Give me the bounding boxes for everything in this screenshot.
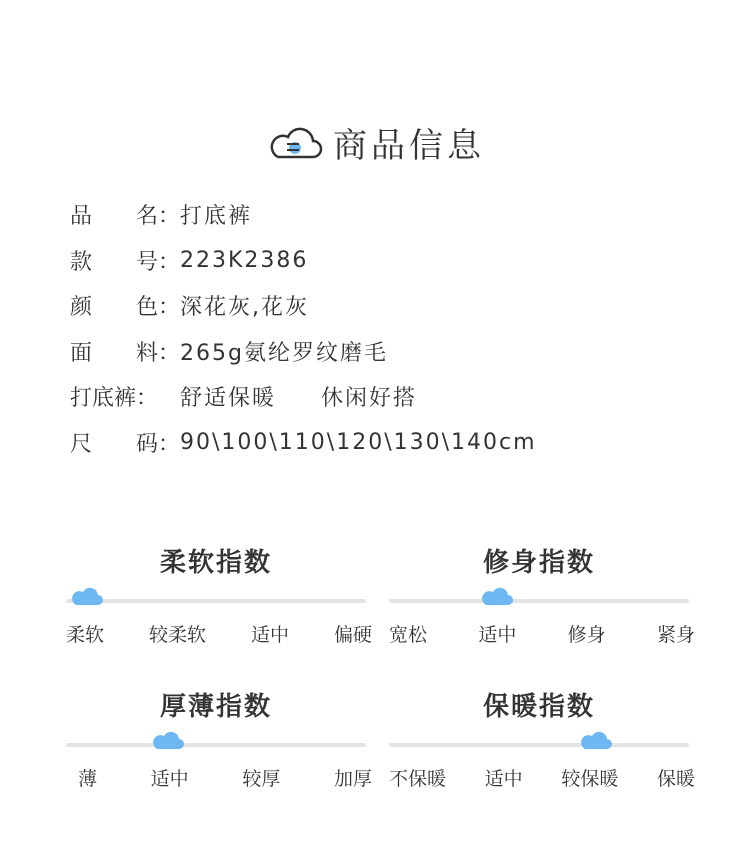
scale-ticks — [389, 764, 695, 791]
info-label: 款 号： — [70, 249, 180, 275]
scale-option: 不保暖 — [389, 768, 447, 790]
scale-ticks — [66, 620, 372, 647]
scale-title: 柔软指数 — [159, 548, 272, 578]
info-label: 面 料： — [70, 340, 180, 366]
scale-option: 适中 — [484, 768, 523, 790]
info-label: 打底裤： — [70, 386, 159, 412]
section-title — [0, 118, 750, 167]
cloud-marker-icon — [481, 586, 513, 606]
scale-option: 宽松 — [389, 624, 428, 646]
scale-option: 柔软 — [66, 624, 105, 646]
info-label: 尺 码： — [70, 431, 180, 457]
info-label: 颜 色： — [70, 295, 180, 321]
scale-option: 加厚 — [333, 768, 372, 790]
scale-option: 较厚 — [242, 768, 281, 790]
product-info-list — [70, 192, 537, 465]
cloud-marker-icon — [152, 730, 184, 750]
info-value: 90\100\110\120\130\140cm — [180, 429, 537, 455]
scale-option: 适中 — [478, 624, 517, 646]
info-value: 265g氨纶罗纹磨毛 — [180, 340, 388, 366]
info-value: 舒适保暖 休闲好搭 — [180, 386, 417, 412]
info-value: 深花灰,花灰 — [180, 295, 309, 321]
scale-option: 修身 — [567, 624, 606, 646]
scale-track — [66, 743, 366, 747]
scale-ticks — [66, 764, 372, 791]
page-title: 商品信息 — [333, 126, 485, 166]
scale-option: 较柔软 — [148, 624, 206, 646]
info-label: 品 名： — [70, 204, 180, 230]
info-row-name — [70, 192, 537, 238]
scale-option: 适中 — [250, 624, 289, 646]
info-row-style — [70, 238, 537, 284]
scale-option: 薄 — [78, 768, 98, 790]
scale-title: 厚薄指数 — [159, 692, 272, 722]
scale-option: 较保暖 — [561, 768, 619, 790]
scale-option: 适中 — [150, 768, 189, 790]
scale-track — [389, 743, 689, 747]
info-row-feature — [70, 374, 537, 420]
scale-option: 紧身 — [656, 624, 695, 646]
info-row-size — [70, 420, 537, 466]
info-value: 223K2386 — [180, 247, 309, 273]
scale-ticks — [389, 620, 695, 647]
info-row-color — [70, 283, 537, 329]
scale-option: 保暖 — [656, 768, 695, 790]
scale-title: 保暖指数 — [482, 692, 595, 722]
info-value: 打底裤 — [180, 204, 253, 230]
scale-option: 偏硬 — [333, 624, 372, 646]
scale-track — [66, 599, 366, 603]
info-row-fabric — [70, 329, 537, 375]
cloud-icon — [265, 123, 323, 163]
scale-track — [389, 599, 689, 603]
scale-title: 修身指数 — [482, 548, 595, 578]
cloud-marker-icon — [71, 586, 103, 606]
cloud-marker-icon — [580, 730, 612, 750]
